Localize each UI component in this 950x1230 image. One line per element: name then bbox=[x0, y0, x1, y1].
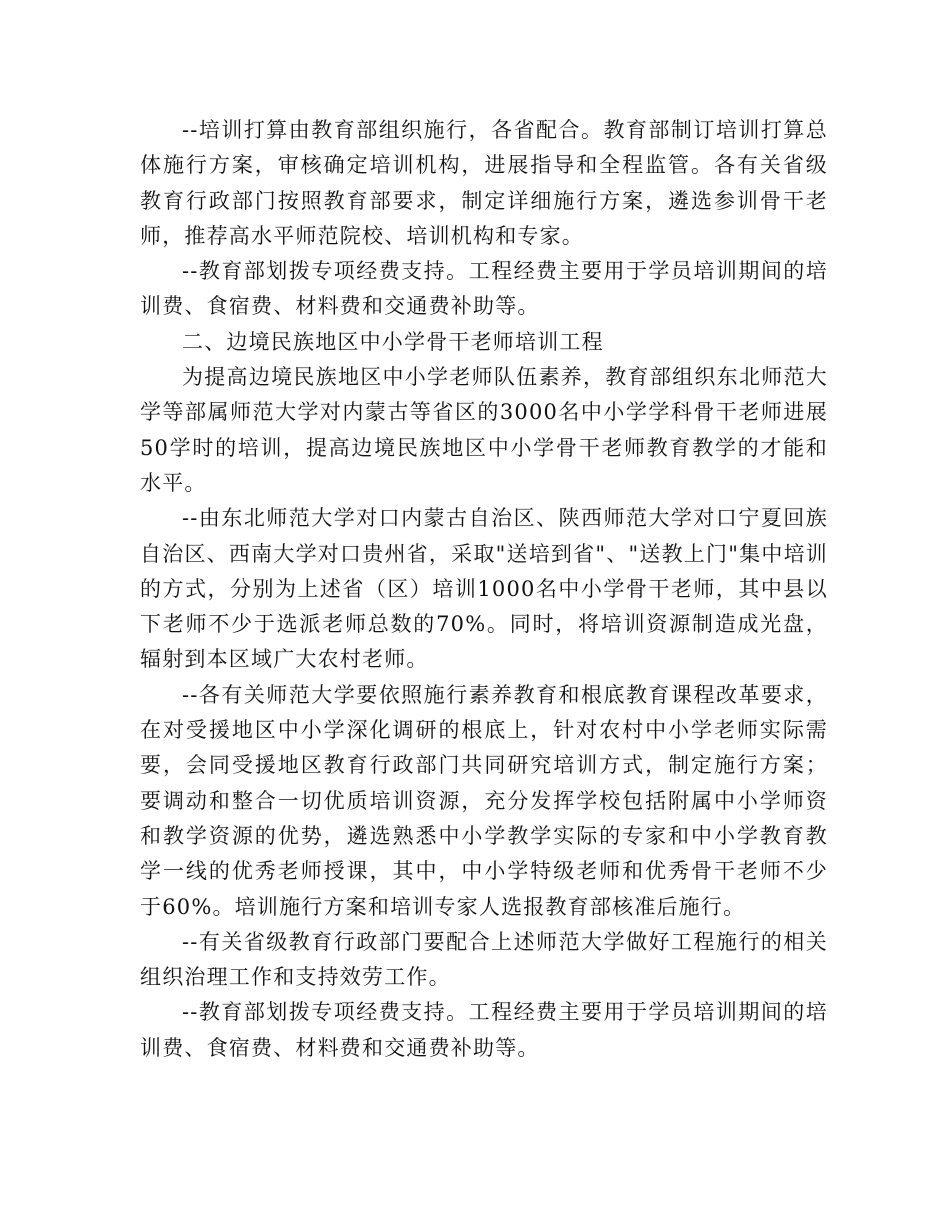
paragraph-provincial-support: --有关省级教育行政部门要配合上述师范大学做好工程施行的相关组织治理工作和支持效劳工作。 bbox=[140, 929, 828, 990]
paragraph-intro: 为提高边境民族地区中小学老师队伍素养，教育部组织东北师范大学等部属师范大学对内蒙古等省区的3000名中小学学科骨干老师进展50学时的培训，提高边境民族地区中小学骨干老师教育教学的才能和水平。 bbox=[140, 365, 828, 495]
paragraph-funding: --教育部划拨专项经费支持。工程经费主要用于学员培训期间的培训费、食宿费、材料费和交通费补助等。 bbox=[140, 259, 828, 319]
paragraph-requirements: --各有关师范大学要依照施行素养教育和根底教育课程改革要求，在对受援地区中小学深化调研的根底上，针对农村中小学老师实际需要，会同受援地区教育行政部门共同研究培训方式，制定施行方案；要调动和整合一切优质培训资源，充分发挥学校包括附属中小学师资和教学资源的优势，遴选熟悉中小学教学实际的专家和中小学教育教学一线的优秀老师授课，其中，中小学特级老师和优秀骨干老师不少于60%。培训施行方案和培训专家人选报教育部核准后施行。 bbox=[140, 682, 828, 919]
paragraph-training-plan: --培训打算由教育部组织施行，各省配合。教育部制订培训打算总体施行方案，审核确定培训机构，进展指导和全程监管。各有关省级教育行政部门按照教育部要求，制定详细施行方案，遴选参训骨干老师，推荐高水平师范院校、培训机构和专家。 bbox=[140, 118, 828, 248]
section-heading: 二、边境民族地区中小学骨干老师培训工程 bbox=[182, 329, 604, 354]
paragraph-partner-universities: --由东北师范大学对口内蒙古自治区、陕西师范大学对口宁夏回族自治区、西南大学对口贵州省，采取"送培到省"、"送教上门"集中培训的方式，分别为上述省（区）培训1000名中小学骨干老师，其中县以下老师不少于选派老师总数的70%。同时，将培训资源制造成光盘，辐射到本区域广大农村老师。 bbox=[140, 506, 828, 672]
paragraph-funding-2: --教育部划拨专项经费支持。工程经费主要用于学员培训期间的培训费、食宿费、材料费和交通费补助等。 bbox=[140, 1000, 828, 1060]
document-page bbox=[140, 113, 828, 1066]
